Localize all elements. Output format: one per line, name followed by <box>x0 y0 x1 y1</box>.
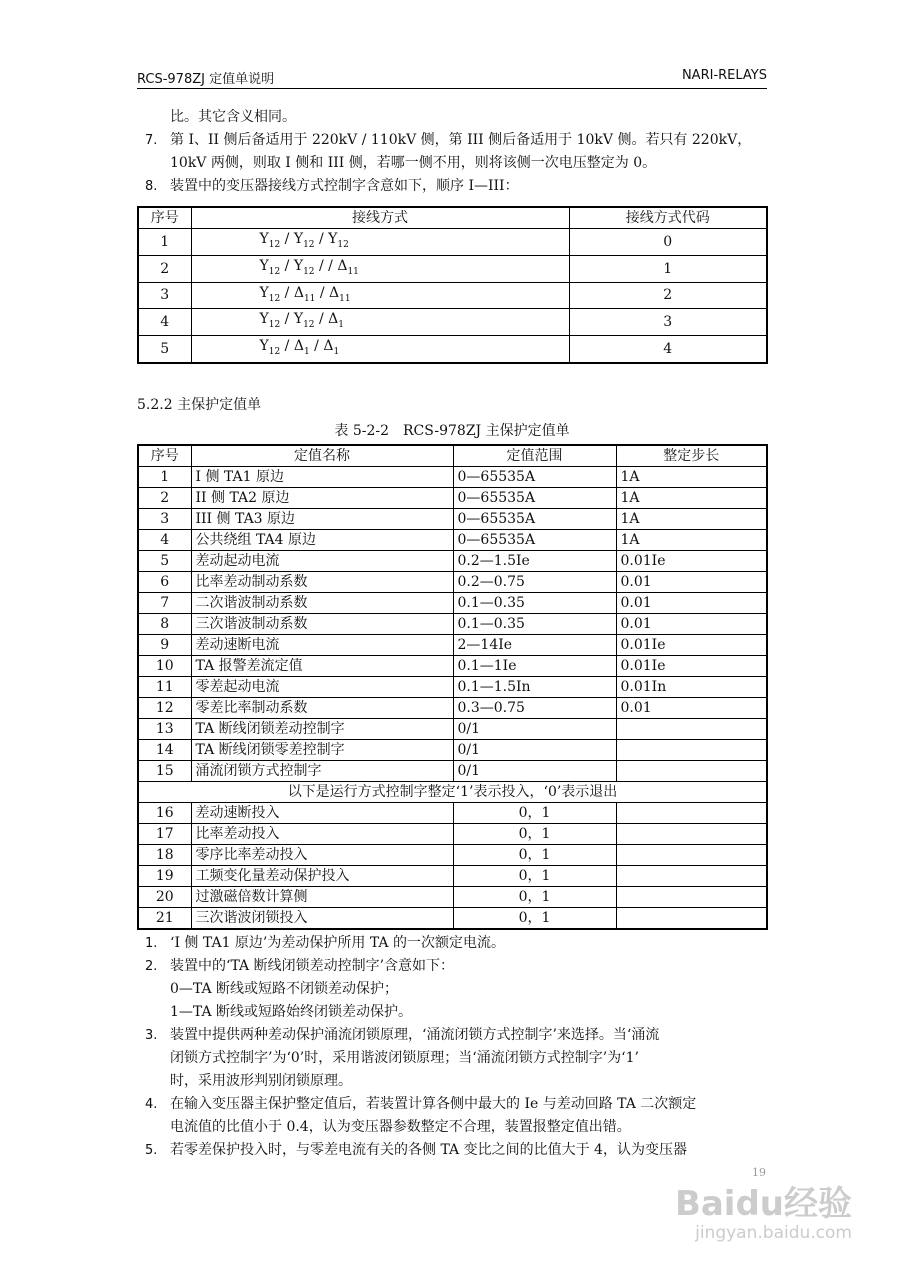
winding-symbol: Y <box>259 231 269 247</box>
setting-name: 过激磁倍数计算侧 <box>191 887 453 908</box>
setting-range: 0—65535A <box>453 467 616 488</box>
clock-number: 12 <box>337 239 349 250</box>
setting-name: 比率差动投入 <box>191 824 453 845</box>
setting-step: 0.01In <box>616 677 767 698</box>
item-7 <box>137 129 771 175</box>
winding-symbol: Y <box>293 311 304 328</box>
setting-step <box>616 866 767 887</box>
setting-name: 涌流闭锁方式控制字 <box>191 761 453 782</box>
row-number: 9 <box>138 635 191 656</box>
setting-range: 0/1 <box>453 719 616 740</box>
note-item <box>137 932 771 955</box>
table-row <box>138 309 767 336</box>
setting-name: 比率差动制动系数 <box>191 572 453 593</box>
row-number: 5 <box>138 336 191 363</box>
clock-number: 12 <box>268 266 281 277</box>
winding-symbol: Y <box>328 231 338 247</box>
item-8 <box>137 175 771 198</box>
row-number: 20 <box>138 887 191 908</box>
setting-name: 差动速断电流 <box>191 635 453 656</box>
table-row <box>138 467 767 488</box>
winding-symbol: Δ <box>337 257 348 274</box>
wiring-code: 0 <box>569 229 767 256</box>
table-row <box>138 488 767 509</box>
note-line: 在输入变压器主保护整定值后，若装置计算各侧中最大的 Ie 与差动回路 TA 二次额定 <box>170 1096 697 1112</box>
wiring-mode: $Y_{12} / \Delta_1 / \Delta_1$ <box>191 336 569 363</box>
wiring-mode: $Y_{12} / Y_{12} / \Delta_1$ <box>191 309 569 336</box>
row-number: 7 <box>138 593 191 614</box>
row-number: 2 <box>138 255 191 282</box>
note-item <box>137 1139 771 1162</box>
setting-step: 1A <box>616 488 767 509</box>
row-number: 12 <box>138 698 191 719</box>
note-number: 2. <box>145 959 158 974</box>
setting-range: 0，1 <box>453 824 616 845</box>
setting-step: 0.01 <box>616 614 767 635</box>
setting-name: 差动起动电流 <box>191 551 453 572</box>
clock-number: 12 <box>303 239 315 250</box>
note-line: 装置中的‘TA 断线闭锁差动控制字’含意如下： <box>170 958 455 974</box>
winding-symbol: Y <box>293 231 304 247</box>
page-header <box>137 66 767 89</box>
setting-step <box>616 719 767 740</box>
section-heading: 5.2.2 主保护定值单 <box>137 397 262 413</box>
setting-name: TA 报警差流定值 <box>191 656 453 677</box>
clock-number: 1 <box>303 346 310 357</box>
setting-step <box>616 803 767 824</box>
column-header: 定值范围 <box>453 445 616 467</box>
note-number: 3. <box>145 1028 158 1043</box>
paragraph-continuation: 比。其它含义相同。 <box>170 109 296 125</box>
paragraph-item-7: 第 I、II 侧后备适用于 220kV / 110kV 侧，第 III 侧后备适用于 10kV 侧。若只有 220kV，10kV 两侧，则取 I 侧和 III 侧，若哪一侧不用，则将该侧一次电压整定为 0。 <box>170 132 752 171</box>
table-row <box>138 614 767 635</box>
table-row <box>138 698 767 719</box>
watermark <box>592 1185 852 1243</box>
row-number: 17 <box>138 824 191 845</box>
winding-symbol: Δ <box>323 338 334 355</box>
row-number: 1 <box>138 467 191 488</box>
note-line: ‘I 侧 TA1 原边’为差动保护所用 TA 的一次额定电流。 <box>170 935 505 951</box>
setting-range: 0—65535A <box>453 509 616 530</box>
setting-range: 0，1 <box>453 845 616 866</box>
table-row <box>138 782 767 803</box>
setting-step: 0.01 <box>616 593 767 614</box>
setting-step: 1A <box>616 467 767 488</box>
setting-range: 0.1—0.35 <box>453 593 616 614</box>
page-number: 19 <box>752 1166 766 1179</box>
setting-range: 0.1—1.5In <box>453 677 616 698</box>
table-caption: 表 5-2-2 RCS-978ZJ 主保护定值单 <box>334 423 570 439</box>
setting-range: 0.1—0.35 <box>453 614 616 635</box>
note-line: 若零差保护投入时，与零差电流有关的各侧 TA 变比之间的比值大于 4，认为变压器 <box>170 1142 687 1158</box>
setting-step <box>616 908 767 930</box>
table-row <box>138 593 767 614</box>
row-number: 6 <box>138 572 191 593</box>
clock-number: 12 <box>303 266 315 277</box>
note-line: 电流值的比值小于 0.4，认为变压器参数整定不合理，装置报整定值出错。 <box>170 1119 631 1135</box>
header-brand: NARI-RELAYS <box>681 68 767 83</box>
setting-range: 0/1 <box>453 740 616 761</box>
row-number: 14 <box>138 740 191 761</box>
watermark-brand: Baidu经验 <box>674 1184 852 1224</box>
note-number: 4. <box>145 1097 158 1112</box>
setting-name: II 侧 TA2 原边 <box>191 488 453 509</box>
clock-number: 1 <box>333 346 340 357</box>
winding-symbol: Δ <box>293 338 304 355</box>
header-title: RCS-978ZJ 定值单说明 <box>137 72 275 87</box>
table-row <box>138 761 767 782</box>
setting-step: 0.01 <box>616 698 767 719</box>
winding-symbol: Δ <box>328 311 339 328</box>
row-number: 16 <box>138 803 191 824</box>
column-header: 序号 <box>138 445 191 467</box>
setting-name: 三次谐波制动系数 <box>191 614 453 635</box>
setting-step <box>616 740 767 761</box>
setting-step: 0.01Ie <box>616 551 767 572</box>
table-row <box>138 635 767 656</box>
clock-number: 12 <box>268 239 281 250</box>
wiring-mode: $Y_{12} / Y_{12} / Y_{12}$ <box>191 229 569 256</box>
note-number: 5. <box>145 1143 158 1158</box>
note-line: 闭锁方式控制字’为‘0’时，采用谐波闭锁原理；当‘涌流闭锁方式控制字’为‘1’ <box>170 1050 639 1066</box>
wiring-code: 2 <box>569 282 767 309</box>
setting-name: I 侧 TA1 原边 <box>191 467 453 488</box>
watermark-url: jingyan.baidu.com <box>695 1223 852 1243</box>
settings-table <box>137 444 768 930</box>
winding-symbol: Y <box>259 311 269 328</box>
table-row <box>138 530 767 551</box>
clock-number: 12 <box>268 293 281 304</box>
table-row <box>138 255 767 282</box>
table-row <box>138 572 767 593</box>
note-number: 1. <box>145 936 158 951</box>
clock-number: 12 <box>268 320 281 331</box>
column-header: 定值名称 <box>191 445 453 467</box>
note-line: 时，采用波形判别闭锁原理。 <box>170 1073 352 1089</box>
setting-step: 1A <box>616 509 767 530</box>
row-number: 2 <box>138 488 191 509</box>
clock-number: 11 <box>339 293 351 304</box>
table-row <box>138 740 767 761</box>
setting-range: 0，1 <box>453 803 616 824</box>
setting-step: 0.01Ie <box>616 635 767 656</box>
table-row <box>138 677 767 698</box>
paragraph-continuation-item <box>137 106 771 129</box>
paragraph-item-8: 装置中的变压器接线方式控制字含意如下，顺序 I—III： <box>170 178 519 194</box>
setting-name: 差动速断投入 <box>191 803 453 824</box>
setting-range: 0—65535A <box>453 530 616 551</box>
setting-name: 二次谐波制动系数 <box>191 593 453 614</box>
setting-range: 0/1 <box>453 761 616 782</box>
wiring-table <box>137 206 768 364</box>
wiring-code: 4 <box>569 336 767 363</box>
clock-number: 12 <box>303 320 315 331</box>
winding-symbol: Δ <box>293 284 304 301</box>
wiring-mode: $Y_{12} / Y_{12}$ / / $\Delta_{11}$ <box>191 255 569 282</box>
row-number: 11 <box>138 677 191 698</box>
note-line: 装置中提供两种差动保护涌流闭锁原理，‘涌流闭锁方式控制字’来选择。当‘涌流 <box>170 1027 660 1043</box>
row-number: 15 <box>138 761 191 782</box>
note-item <box>137 1093 771 1139</box>
setting-step <box>616 761 767 782</box>
row-number: 18 <box>138 845 191 866</box>
row-number: 4 <box>138 530 191 551</box>
setting-range: 0.2—1.5Ie <box>453 551 616 572</box>
setting-name: 零差起动电流 <box>191 677 453 698</box>
row-number: 13 <box>138 719 191 740</box>
setting-range: 0.3—0.75 <box>453 698 616 719</box>
note-item <box>137 955 771 1024</box>
intro-paragraphs <box>137 106 771 198</box>
table-row <box>138 908 767 930</box>
setting-step: 1A <box>616 530 767 551</box>
note-line: 0—TA 断线或短路不闭锁差动保护； <box>170 981 399 997</box>
row-number: 21 <box>138 908 191 930</box>
clock-number: 11 <box>303 293 316 304</box>
item-number: 8. <box>145 179 158 194</box>
setting-name: 零差比率制动系数 <box>191 698 453 719</box>
column-header: 整定步长 <box>616 445 767 467</box>
winding-symbol: Y <box>259 338 269 355</box>
table-row <box>138 229 767 256</box>
setting-name: 工频变化量差动保护投入 <box>191 866 453 887</box>
setting-range: 0，1 <box>453 887 616 908</box>
winding-symbol: Y <box>259 284 269 301</box>
note-line: 1—TA 断线或短路始终闭锁差动保护。 <box>170 1004 413 1020</box>
row-number: 10 <box>138 656 191 677</box>
clock-number: 11 <box>347 266 359 277</box>
item-number: 7. <box>145 133 158 148</box>
row-number: 3 <box>138 282 191 309</box>
table-row <box>138 719 767 740</box>
row-number: 1 <box>138 229 191 256</box>
setting-name: 公共绕组 TA4 原边 <box>191 530 453 551</box>
setting-name: 零序比率差动投入 <box>191 845 453 866</box>
row-number: 4 <box>138 309 191 336</box>
row-number: 5 <box>138 551 191 572</box>
clock-number: 12 <box>268 346 281 357</box>
table-row <box>138 336 767 363</box>
setting-range: 0，1 <box>453 866 616 887</box>
setting-name: TA 断线闭锁零差控制字 <box>191 740 453 761</box>
winding-symbol: Y <box>293 257 304 274</box>
setting-name: TA 断线闭锁差动控制字 <box>191 719 453 740</box>
note-item <box>137 1024 771 1093</box>
setting-step: 0.01 <box>616 572 767 593</box>
table-row <box>138 866 767 887</box>
table-row <box>138 887 767 908</box>
row-number: 3 <box>138 509 191 530</box>
table-row <box>138 551 767 572</box>
setting-range: 0—65535A <box>453 488 616 509</box>
row-number: 8 <box>138 614 191 635</box>
setting-step <box>616 887 767 908</box>
setting-range: 0.2—0.75 <box>453 572 616 593</box>
column-header: 接线方式代码 <box>569 207 767 229</box>
setting-step <box>616 824 767 845</box>
table-row <box>138 509 767 530</box>
setting-name: 三次谐波闭锁投入 <box>191 908 453 930</box>
span-note: 以下是运行方式控制字整定‘1’表示投入，‘0’表示退出 <box>138 782 767 803</box>
setting-name: III 侧 TA3 原边 <box>191 509 453 530</box>
winding-symbol: Y <box>259 257 269 274</box>
setting-range: 0，1 <box>453 908 616 930</box>
column-header: 接线方式 <box>191 207 569 229</box>
setting-range: 2—14Ie <box>453 635 616 656</box>
table-row <box>138 282 767 309</box>
wiring-code: 1 <box>569 255 767 282</box>
table-row <box>138 803 767 824</box>
winding-symbol: Δ <box>329 284 340 301</box>
wiring-mode: $Y_{12} / \Delta_{11} / \Delta_{11}$ <box>191 282 569 309</box>
column-header: 序号 <box>138 207 191 229</box>
row-number: 19 <box>138 866 191 887</box>
clock-number: 1 <box>338 320 345 331</box>
setting-range: 0.1—1Ie <box>453 656 616 677</box>
table-row <box>138 656 767 677</box>
notes-list <box>137 932 771 1162</box>
wiring-code: 3 <box>569 309 767 336</box>
table-row <box>138 824 767 845</box>
setting-step: 0.01Ie <box>616 656 767 677</box>
setting-step <box>616 845 767 866</box>
table-row <box>138 845 767 866</box>
